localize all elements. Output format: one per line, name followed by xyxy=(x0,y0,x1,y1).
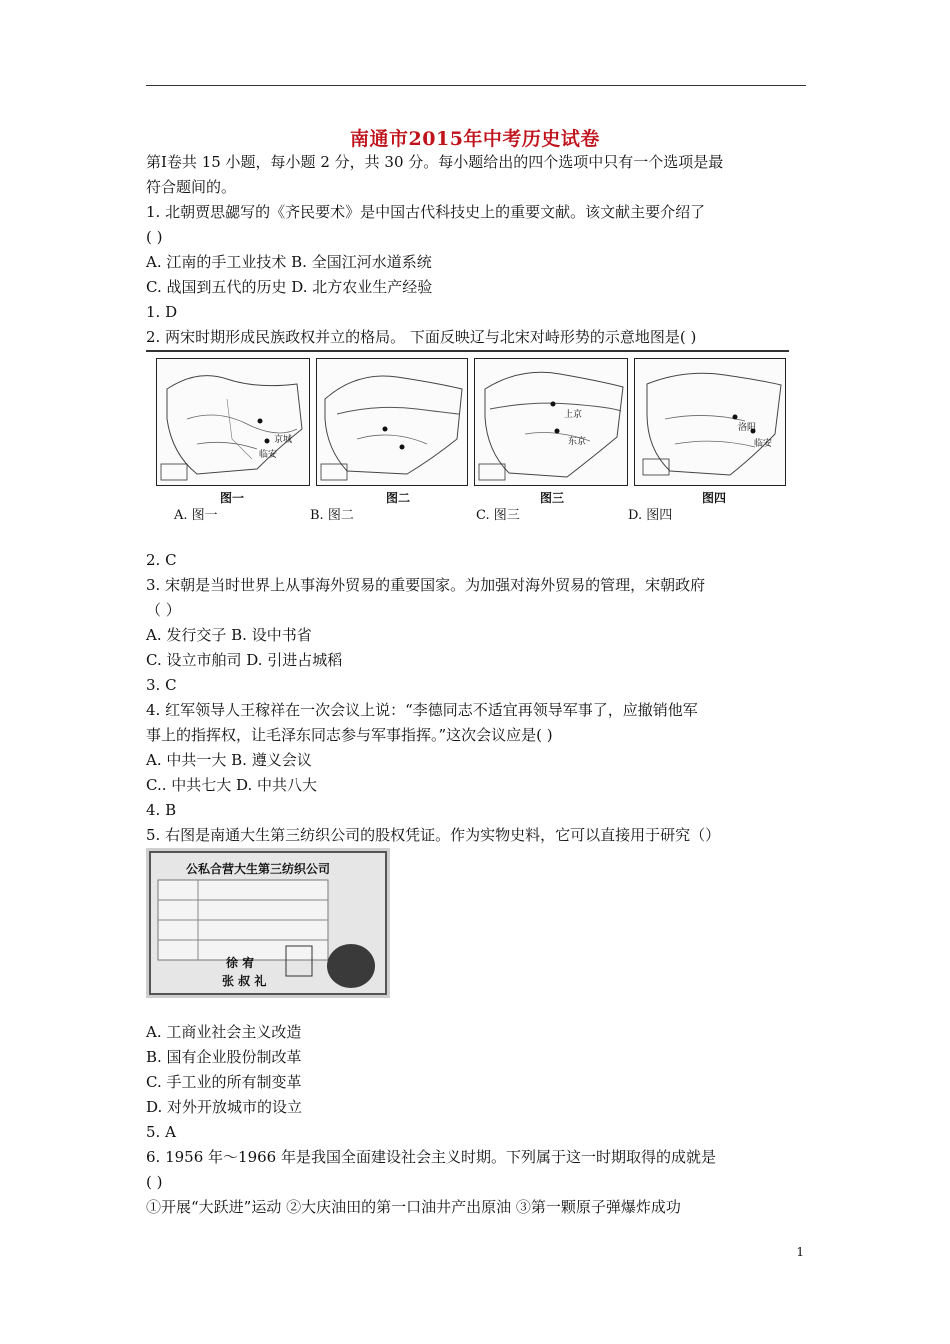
q1-answer: 1. D xyxy=(146,303,178,321)
certificate-signature-1: 徐 宥 xyxy=(226,956,255,970)
intro-line-1: 第Ⅰ卷共 15 小题，每小题 2 分，共 30 分。每小题给出的四个选项中只有一个选项是最 xyxy=(146,153,724,171)
map-1-place-2: 临安 xyxy=(259,450,278,460)
q1-stem: 1. 北朝贾思勰写的《齐民要术》是中国古代科技史上的重要文献。该文献主要介绍了 xyxy=(146,203,706,221)
map-4-place: 洛阳 xyxy=(738,423,757,433)
q3-stem: 3. 宋朝是当时世界上从事海外贸易的重要国家。为加强对海外贸易的管理，宋朝政府 xyxy=(146,576,706,594)
map-1-outline xyxy=(157,359,309,485)
q4-stem: 4. 红军领导人王稼祥在一次会议上说：“李德同志不适宜再领导军事了，应撤销他军 xyxy=(146,701,698,719)
q4-options-cd: C.. 中共七大 D. 中共八大 xyxy=(146,776,318,794)
map-3-place-2: 东京 xyxy=(568,437,587,447)
q1-stem-blank: ( ) xyxy=(146,228,163,246)
q2-stem: 2. 两宋时期形成民族政权并立的格局。 下面反映辽与北宋对峙形势的示意地图是( ) xyxy=(146,328,697,346)
map-figure xyxy=(146,350,789,524)
map-3-place: 上京 xyxy=(564,410,583,420)
page-number: 1 xyxy=(796,1245,804,1259)
map-3-outline xyxy=(475,359,627,485)
map-choice-a: A. 图一 xyxy=(174,508,218,523)
map-1 xyxy=(156,358,310,486)
share-certificate-image xyxy=(146,848,390,998)
q4-options-ab: A. 中共一大 B. 遵义会议 xyxy=(146,751,312,769)
q3-options-ab: A. 发行交子 B. 设中书省 xyxy=(146,626,312,644)
intro-line-2: 符合题间的。 xyxy=(146,178,237,196)
q5-option-b: B. 国有企业股份制改革 xyxy=(146,1048,302,1066)
map-1-place: 京城 xyxy=(274,435,293,445)
q6-stem: 6. 1956 年～1966 年是我国全面建设社会主义时期。下列属于这一时期取得的成就是 xyxy=(146,1148,716,1166)
map-4 xyxy=(634,358,786,486)
q3-options-cd: C. 设立市舶司 D. 引进占城稻 xyxy=(146,651,343,669)
q1-options-ab: A. 江南的手工业技术 B. 全国江河水道系统 xyxy=(146,253,432,271)
q5-stem: 5. 右图是南通大生第三纺织公司的股权凭证。作为实物史料，它可以直接用于研究（） xyxy=(146,826,721,844)
header-rule xyxy=(146,85,806,86)
q5-option-a: A. 工商业社会主义改造 xyxy=(146,1023,302,1041)
q4-answer: 4. B xyxy=(146,801,177,819)
q1-options-cd: C. 战国到五代的历史 D. 北方农业生产经验 xyxy=(146,278,433,296)
certificate-title: 公私合营大生第三纺织公司 xyxy=(186,862,331,876)
map-4-label: 图四 xyxy=(702,491,727,505)
q6-stem-blank: ( ) xyxy=(146,1173,163,1191)
q3-stem-blank: （ ） xyxy=(146,601,181,619)
q4-stem-2: 事上的指挥权，让毛泽东同志参与军事指挥。”这次会议应是( ) xyxy=(146,726,553,744)
q5-option-d: D. 对外开放城市的设立 xyxy=(146,1098,303,1116)
q2-answer: 2. C xyxy=(146,551,177,569)
certificate-signature-2: 张 叔 礼 xyxy=(222,974,267,988)
map-choice-b: B. 图二 xyxy=(310,508,354,523)
q5-answer: 5. A xyxy=(146,1123,176,1141)
map-1-label: 图一 xyxy=(220,491,245,505)
map-3 xyxy=(474,358,628,486)
map-4-outline xyxy=(635,359,785,485)
map-choice-c: C. 图三 xyxy=(476,508,520,523)
page-title: 南通市2015年中考历史试卷 xyxy=(350,128,600,150)
q5-option-c: C. 手工业的所有制变革 xyxy=(146,1073,302,1091)
map-4-place-2: 临安 xyxy=(754,439,773,449)
map-3-label: 图三 xyxy=(540,491,565,505)
map-2-outline xyxy=(317,359,467,485)
map-2 xyxy=(316,358,468,486)
q3-answer: 3. C xyxy=(146,676,177,694)
q6-items: ①开展“大跃进”运动 ②大庆油田的第一口油井产出原油 ③第一颗原子弹爆炸成功 xyxy=(146,1198,681,1216)
map-2-label: 图二 xyxy=(386,491,411,505)
map-choice-d: D. 图四 xyxy=(628,508,673,523)
